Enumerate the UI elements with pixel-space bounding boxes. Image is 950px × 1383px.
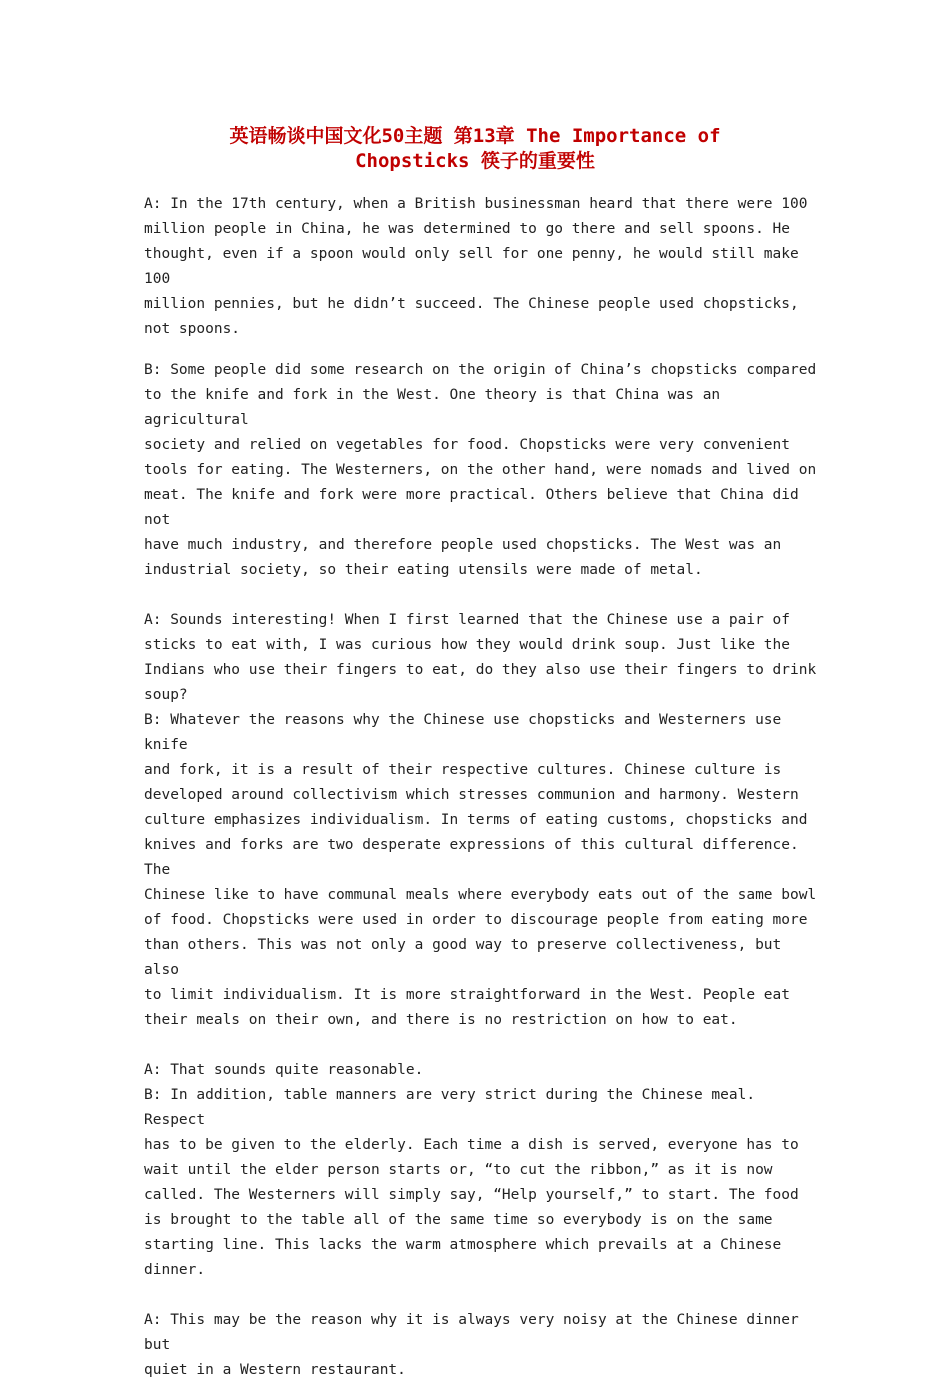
dialogue-body <box>144 192 824 1383</box>
page-title <box>150 124 800 174</box>
paragraph-b3: B: In addition, table manners are very strict during the Chinese meal. Respect has to be given to the elderly. Each time a dish is served, everyone has to wait until the elder person starts or, “to cut the ribbon,” as it is now called. The Westerners will simply say, “Help yourself,” to start. The food is brought to the table all of the same time so everybody is on the same starting line. This lacks the warm atmosphere which prevails at a Chinese dinner. <box>144 1087 799 1278</box>
paragraph-a4: A: This may be the reason why it is always very noisy at the Chinese dinner but quiet in a Western restaurant. <box>144 1312 799 1378</box>
paragraph-a1: A: In the 17th century, when a British businessman heard that there were 100 million people in China, he was determined to go there and sell spoons. He thought, even if a spoon would only sell for one penny, he would still make 100 million pennies, but he didn’t succeed. The Chinese people used chopsticks, not spoons. <box>144 196 808 337</box>
paragraph-a2: A: Sounds interesting! When I first learned that the Chinese use a pair of sticks to eat with, I was curious how they would drink soup. Just like the Indians who use their fingers to eat, do they also use their fingers to drink soup? <box>144 612 817 703</box>
paragraph-a3: A: That sounds quite reasonable. <box>144 1062 424 1078</box>
paragraph-b1: B: Some people did some research on the origin of China’s chopsticks compared to the knife and fork in the West. One theory is that China was an agricultural society and relied on vegetables for food. Chopsticks were very convenient tools for eating. The Westerners, on the other hand, were nomads and lived on meat. The knife and fork were more practical. Others believe that China did not have much industry, and therefore people used chopsticks. The West was an industrial society, so their eating utensils were made of metal. <box>144 362 817 578</box>
title-line-1: 英语畅谈中国文化50主题 第13章 The Importance of <box>229 125 721 147</box>
title-line-2: Chopsticks 筷子的重要性 <box>355 150 595 172</box>
paragraph-b2: B: Whatever the reasons why the Chinese use chopsticks and Westerners use knife and fork, it is a result of their respective cultures. Chinese culture is developed around collectivism which stresses communion and harmony. Western culture emphasizes individualism. In terms of eating customs, chopsticks and knives and forks are two desperate expressions of this cultural difference. The Chinese like to have communal meals where everybody eats out of the same bowl of food. Chopsticks were used in order to discourage people from eating more than others. This was not only a good way to preserve collectiveness, but also to limit individualism. It is more straightforward in the West. People eat their meals on their own, and there is no restriction on how to eat. <box>144 712 817 1028</box>
